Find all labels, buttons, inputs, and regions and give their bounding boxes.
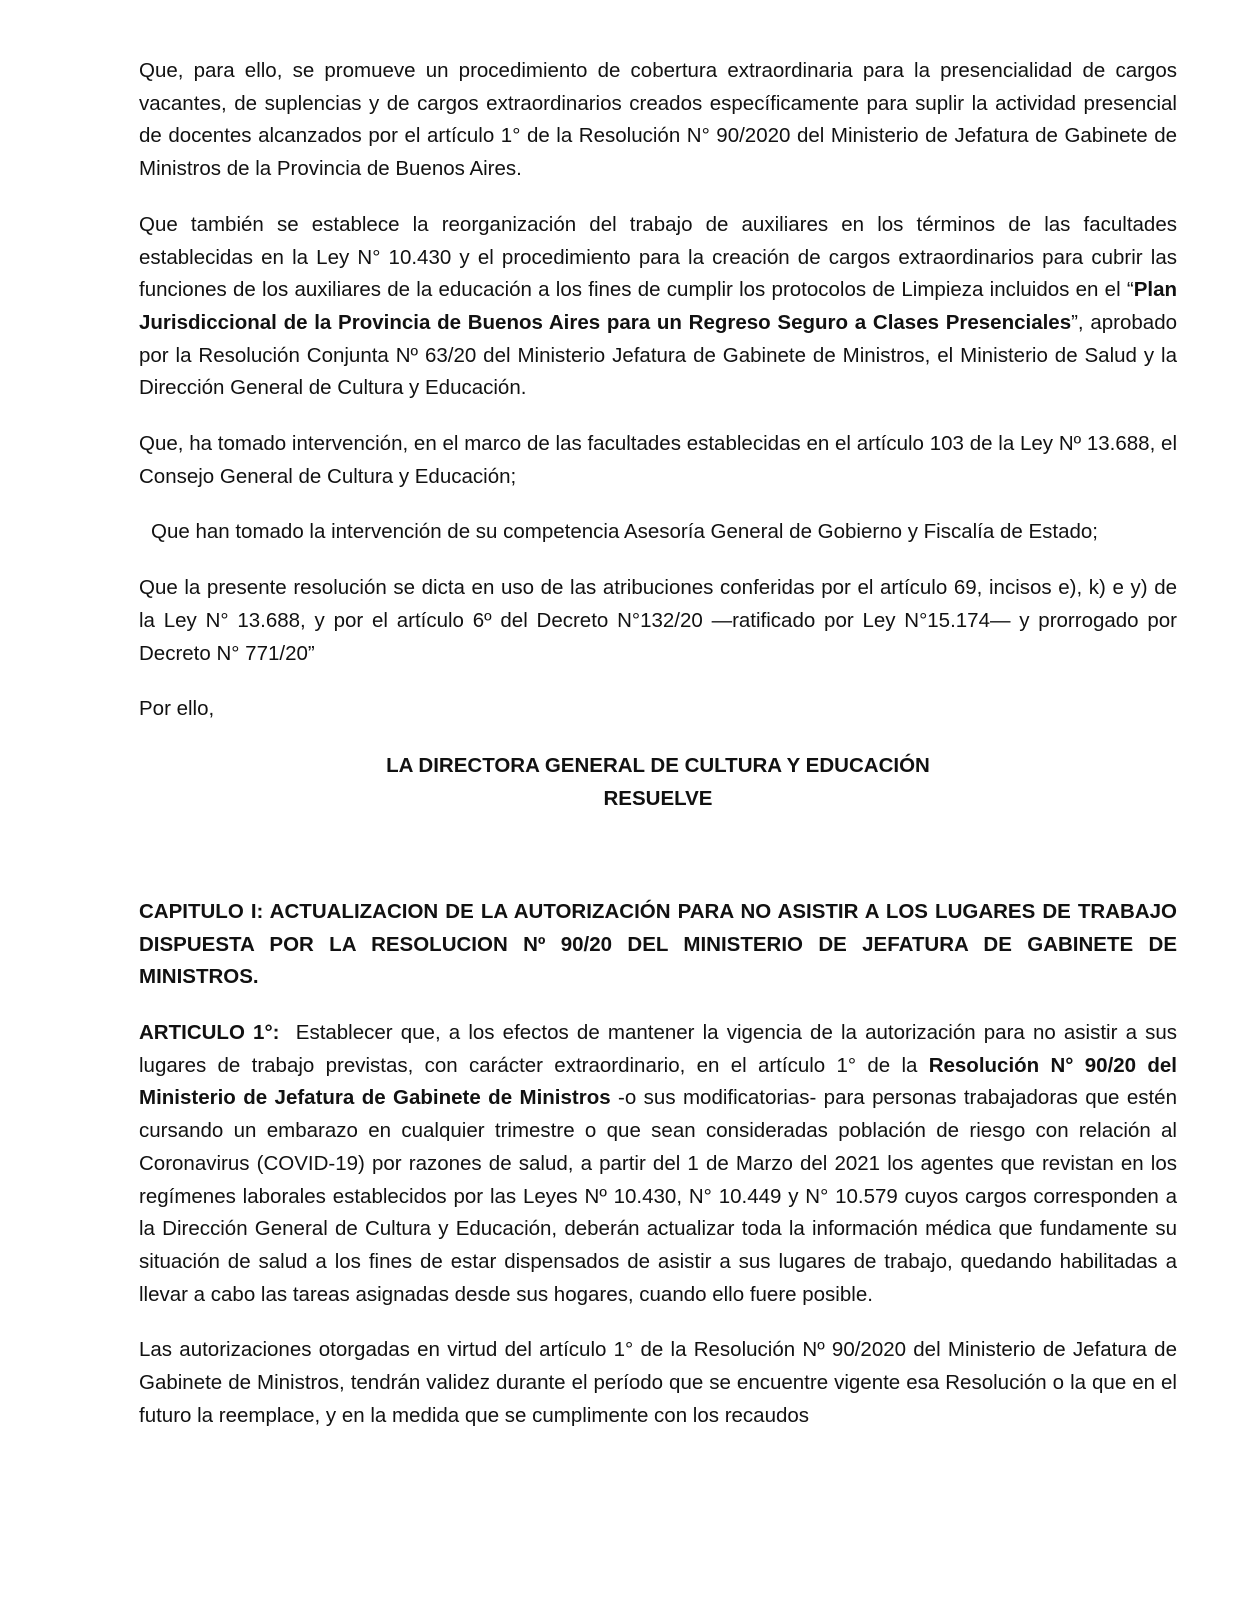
heading-directora: LA DIRECTORA GENERAL DE CULTURA Y EDUCACIÓN (386, 753, 930, 777)
resolution-heading (139, 749, 1177, 815)
paragraph-autorizaciones: Las autorizaciones otorgadas en virtud del artículo 1° de la Resolución Nº 90/2020 del Ministerio de Jefatura de Gabinete de Ministros, tendrán validez durante el período que se encuentre vigente esa Resolución o la que en el futuro la reemplace, y en la medida que se cumplimente con los recaudos (139, 1338, 1177, 1427)
paragraph-auxiliares (139, 209, 1177, 405)
chapter-title: CAPITULO I: ACTUALIZACION DE LA AUTORIZACIÓN PARA NO ASISTIR A LOS LUGARES DE TRABAJO DISPUESTA POR LA RESOLUCION Nº 90/20 DEL MINISTERIO DE JEFATURA DE GABINETE DE MINISTROS. (139, 899, 1177, 989)
article-1 (139, 1017, 1183, 1311)
paragraph-auxiliares-post: ”, aprobado por la Resolución Conjunta Nº 63/20 del Ministerio Jefatura de Gabinete de Ministros, el Ministerio de Salud y la Dirección General de Cultura y Educación. (139, 310, 1177, 400)
article-1-text-post: -o sus modificatorias- para personas trabajadoras que estén cursando un embarazo en cualquier trimestre o que sean consideradas población de riesgo con relación al Coronavirus (COVID-19) por razones de salud, a partir del 1 de Marzo del 2021 los agentes que revistan en los regímenes laborales establecidos por las Leyes Nº 10.430, N° 10.449 y N° 10.579 cuyos cargos corresponden a la Dirección General de Cultura y Educación, deberán actualizar toda la información médica que fundamente su situación de salud a los fines de estar dispensados de asistir a sus lugares de trabajo, quedando habilitadas a llevar a cabo las tareas asignadas desde sus hogares, cuando ello fuere posible. (139, 1086, 1177, 1306)
paragraph-por-ello: Por ello, (139, 697, 215, 721)
article-1-resolution-ref: Resolución N° 90/20 del Ministerio de Jefatura de Gabinete de Ministros (139, 1053, 1177, 1110)
paragraph-cobertura: Que, para ello, se promueve un procedimiento de cobertura extraordinaria para la presencialidad de cargos vacantes, de suplencias y de cargos extraordinarios creados específicamente para suplir la actividad presencial de docentes alcanzados por el artículo 1° de la Resolución N° 90/2020 del Ministerio de Jefatura de Gabinete de Ministros de la Provincia de Buenos Aires. (139, 59, 1177, 181)
plan-jurisdiccional-title: Plan Jurisdiccional de la Provincia de Buenos Aires para un Regreso Seguro a Clases Presenciales (139, 278, 1177, 334)
document-page (139, 55, 1183, 1433)
heading-resuelve: RESUELVE (603, 786, 713, 810)
paragraph-auxiliares-pre: Que también se establece la reorganización del trabajo de auxiliares en los términos de las facultades establecidas en la Ley N° 10.430 y el procedimiento para la creación de cargos extraordinarios para cubrir las funciones de los auxiliares de la educación a los fines de cumplir los protocolos de Limpieza incluidos en el “ (139, 212, 1177, 302)
paragraph-atribuciones: Que la presente resolución se dicta en uso de las atribuciones conferidas por el artículo 69, incisos e), k) e y) de la Ley N° 13.688, y por el artículo 6º del Decreto N°132/20 —ratificado por Ley N°15.174— y prorrogado por Decreto N° 771/20” (139, 576, 1177, 665)
article-1-text-pre: Establecer que, a los efectos de mantener la vigencia de la autorización para no asistir a sus lugares de trabajo previstas, con carácter extraordinario, en el artículo 1° de la (139, 1021, 1183, 1077)
paragraph-asesoria: Que han tomado la intervención de su competencia Asesoría General de Gobierno y Fiscalía de Estado; (151, 520, 1098, 544)
article-1-label: ARTICULO 1°: (139, 1021, 280, 1045)
paragraph-consejo-general: Que, ha tomado intervención, en el marco de las facultades establecidas en el artículo 103 de la Ley Nº 13.688, el Consejo General de Cultura y Educación; (139, 432, 1177, 488)
